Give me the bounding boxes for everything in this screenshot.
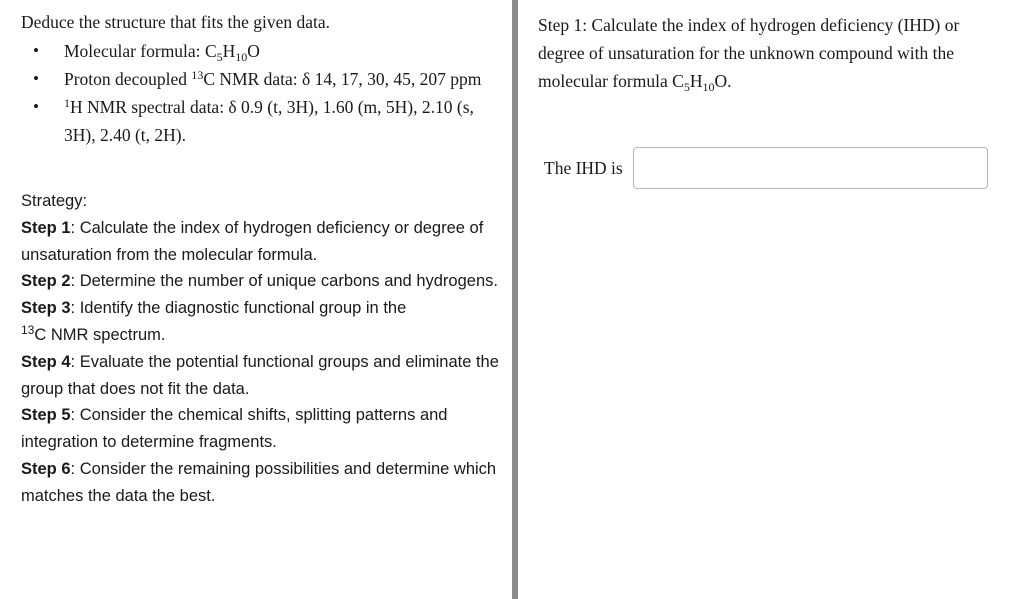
step-label: Step 5 (21, 406, 71, 425)
formula-c-count: 5 (683, 80, 690, 94)
step-text: : Consider the chemical shifts, splitting patterns and integration to determine fragments. (21, 406, 448, 452)
formula-c-count: 5 (216, 50, 223, 64)
step-label: Step 1 (21, 218, 71, 237)
formula-o: O (247, 41, 260, 61)
strategy-step-3 (21, 295, 501, 349)
13c-nmr-label: Proton decoupled (64, 69, 192, 89)
strategy-step-2 (21, 268, 501, 295)
ihd-answer-row (544, 146, 988, 190)
step-text: : Determine the number of unique carbons and hydrogens. (70, 272, 498, 291)
formula-c: C (204, 41, 217, 61)
list-item-1h-nmr (21, 93, 491, 149)
bullet-icon: • (33, 97, 39, 116)
step-text: : Calculate the index of hydrogen deficiency or degree of unsaturation from the molecular formula. (21, 218, 484, 264)
given-data-list (21, 37, 491, 149)
step-panel (518, 0, 1024, 599)
ihd-input[interactable] (633, 147, 988, 189)
strategy-section (21, 188, 501, 510)
step-instruction-text: Step 1: Calculate the index of hydrogen deficiency (IHD) or degree of unsaturation for the unknown compound with the molecular formula (538, 15, 960, 91)
step-text: : Evaluate the potential functional groups and eliminate the group that does not fit the data. (21, 352, 499, 398)
13c-superscript: 13 (21, 322, 35, 337)
step-label: Step 2 (21, 272, 71, 291)
formula-o: O. (714, 71, 732, 91)
step-label: Step 6 (21, 459, 71, 478)
strategy-step-1 (21, 215, 501, 269)
molecular-formula-label: Molecular formula: (64, 41, 205, 61)
formula-h: H (689, 71, 703, 91)
1h-nmr-data: H NMR spectral data: δ 0.9 (t, 3H), 1.60 (m, 5H), 2.10 (s, 3H), 2.40 (t, 2H). (64, 97, 474, 145)
step-instruction (538, 11, 1010, 95)
strategy-step-5 (21, 402, 501, 456)
step-text-continued: C NMR spectrum. (34, 325, 166, 344)
formula-h-count: 10 (235, 50, 248, 64)
strategy-heading: Strategy: (21, 192, 88, 210)
list-item-13c-nmr (21, 65, 491, 93)
bullet-icon: • (33, 69, 39, 88)
formula-c: C (672, 71, 684, 91)
strategy-step-4 (21, 349, 501, 403)
bullet-icon: • (33, 41, 39, 60)
formula-h: H (222, 41, 236, 61)
13c-superscript: 13 (191, 68, 204, 82)
ihd-label: The IHD is (544, 157, 623, 178)
13c-nmr-data: C NMR data: δ 14, 17, 30, 45, 207 ppm (203, 69, 482, 89)
step-text: : Consider the remaining possibilities and determine which matches the data the best. (21, 459, 497, 505)
step-label: Step 3 (21, 299, 71, 318)
formula-h-count: 10 (702, 80, 715, 94)
step-text: : Identify the diagnostic functional group in the (70, 299, 407, 318)
strategy-step-6 (21, 456, 501, 510)
step-label: Step 4 (21, 352, 71, 371)
question-title: Deduce the structure that fits the given data. (21, 12, 331, 32)
list-item-molecular-formula (21, 37, 491, 65)
1h-superscript: 1 (64, 96, 70, 110)
